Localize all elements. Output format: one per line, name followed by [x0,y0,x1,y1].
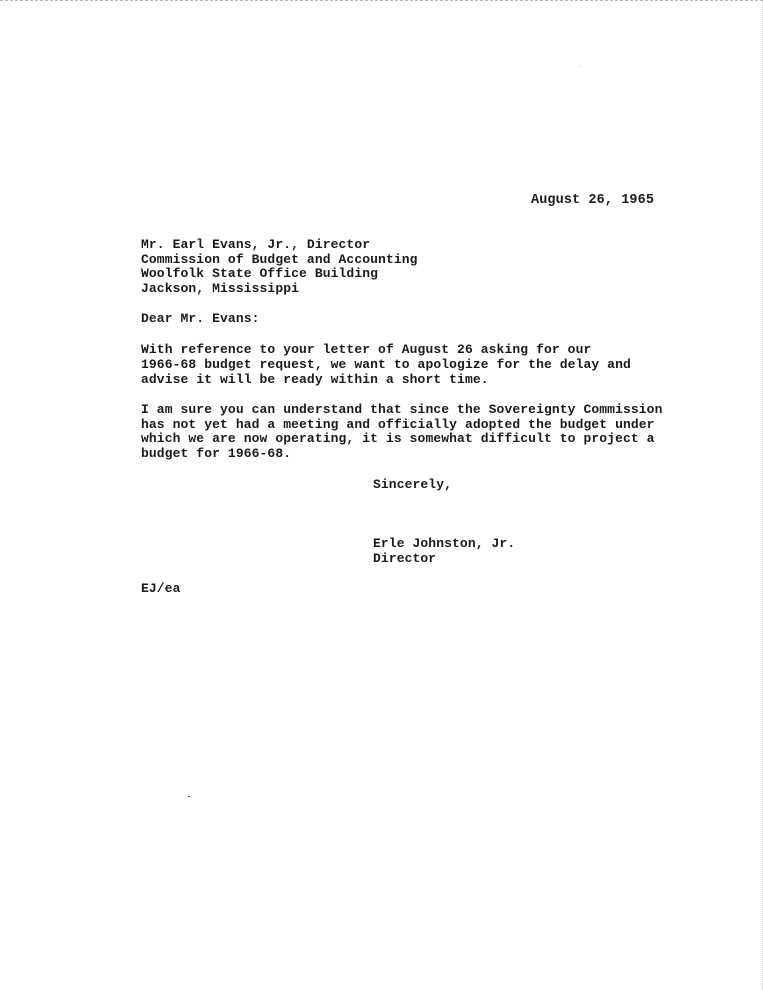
salutation: Dear Mr. Evans: [141,311,260,326]
paragraph-line: I am sure you can understand that since the Sovereignty Commission [141,402,663,417]
paragraph-line: which we are now operating, it is somewhat difficult to project a [141,431,655,446]
signer-title: Director [373,551,437,566]
recipient-city-line: Jackson, Mississippi [141,281,300,296]
scan-speck [580,66,581,67]
letter-date: August 26, 1965 [531,193,655,208]
paragraph-line: has not yet had a meeting and officially adopted the budget under [141,417,655,432]
complimentary-closing: Sincerely, [373,477,453,492]
paragraph-line: 1966-68 budget request, we want to apologize for the delay and [141,357,631,372]
paragraph-line: budget for 1966-68. [141,446,292,461]
recipient-building-line: Woolfolk State Office Building [141,266,379,281]
paragraph-line: advise it will be ready within a short time. [141,372,489,387]
reference-initials: EJ/ea [141,581,181,596]
page-top-edge [0,0,763,1]
signer-name: Erle Johnston, Jr. [373,536,516,551]
recipient-name-line: Mr. Earl Evans, Jr., Director [141,237,371,252]
paragraph-line: With reference to your letter of August 26 asking for our [141,342,592,357]
scan-speck [188,796,190,797]
recipient-organization-line: Commission of Budget and Accounting [141,252,418,267]
